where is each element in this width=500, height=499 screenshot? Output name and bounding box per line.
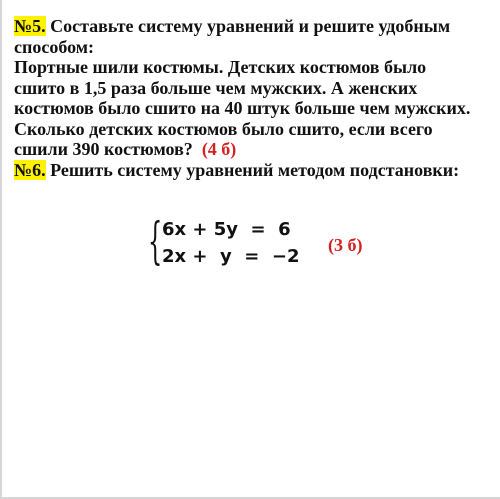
task5-line-2: способом: — [14, 36, 95, 57]
task5-line-5: костюмов было сшито на 40 штук больше чем мужских. — [14, 98, 471, 118]
task5-number: №5. — [14, 16, 46, 36]
task6-number: №6. — [14, 159, 46, 180]
task6-points: (3 б) — [328, 235, 363, 255]
task5-line-7 — [14, 139, 500, 160]
equation-system — [148, 212, 308, 270]
equation-2: 2x + y = −2 — [162, 246, 300, 267]
task5-question: сшили 390 костюмов? — [14, 139, 193, 159]
task6-line-1 — [14, 160, 500, 181]
task5-points: (4 б) — [201, 139, 237, 159]
task5-line-6: Сколько детских костюмов было сшито, если всего — [14, 118, 433, 139]
task6-title: Решить систему уравнений методом подстановки: — [45, 159, 460, 180]
equation-1: 6x + 5y = 6 — [162, 219, 291, 240]
task5-title: Составьте систему уравнений и решите удобным — [45, 16, 451, 36]
system-brace: { — [148, 212, 163, 270]
task-text — [14, 16, 500, 180]
task5-line-3: Портные шили костюмы. Детских костюмов было — [14, 57, 427, 77]
task5-line-4: сшито в 1,5 раза больше чем мужских. А женских — [14, 77, 418, 98]
task5-line-1 — [14, 16, 500, 37]
